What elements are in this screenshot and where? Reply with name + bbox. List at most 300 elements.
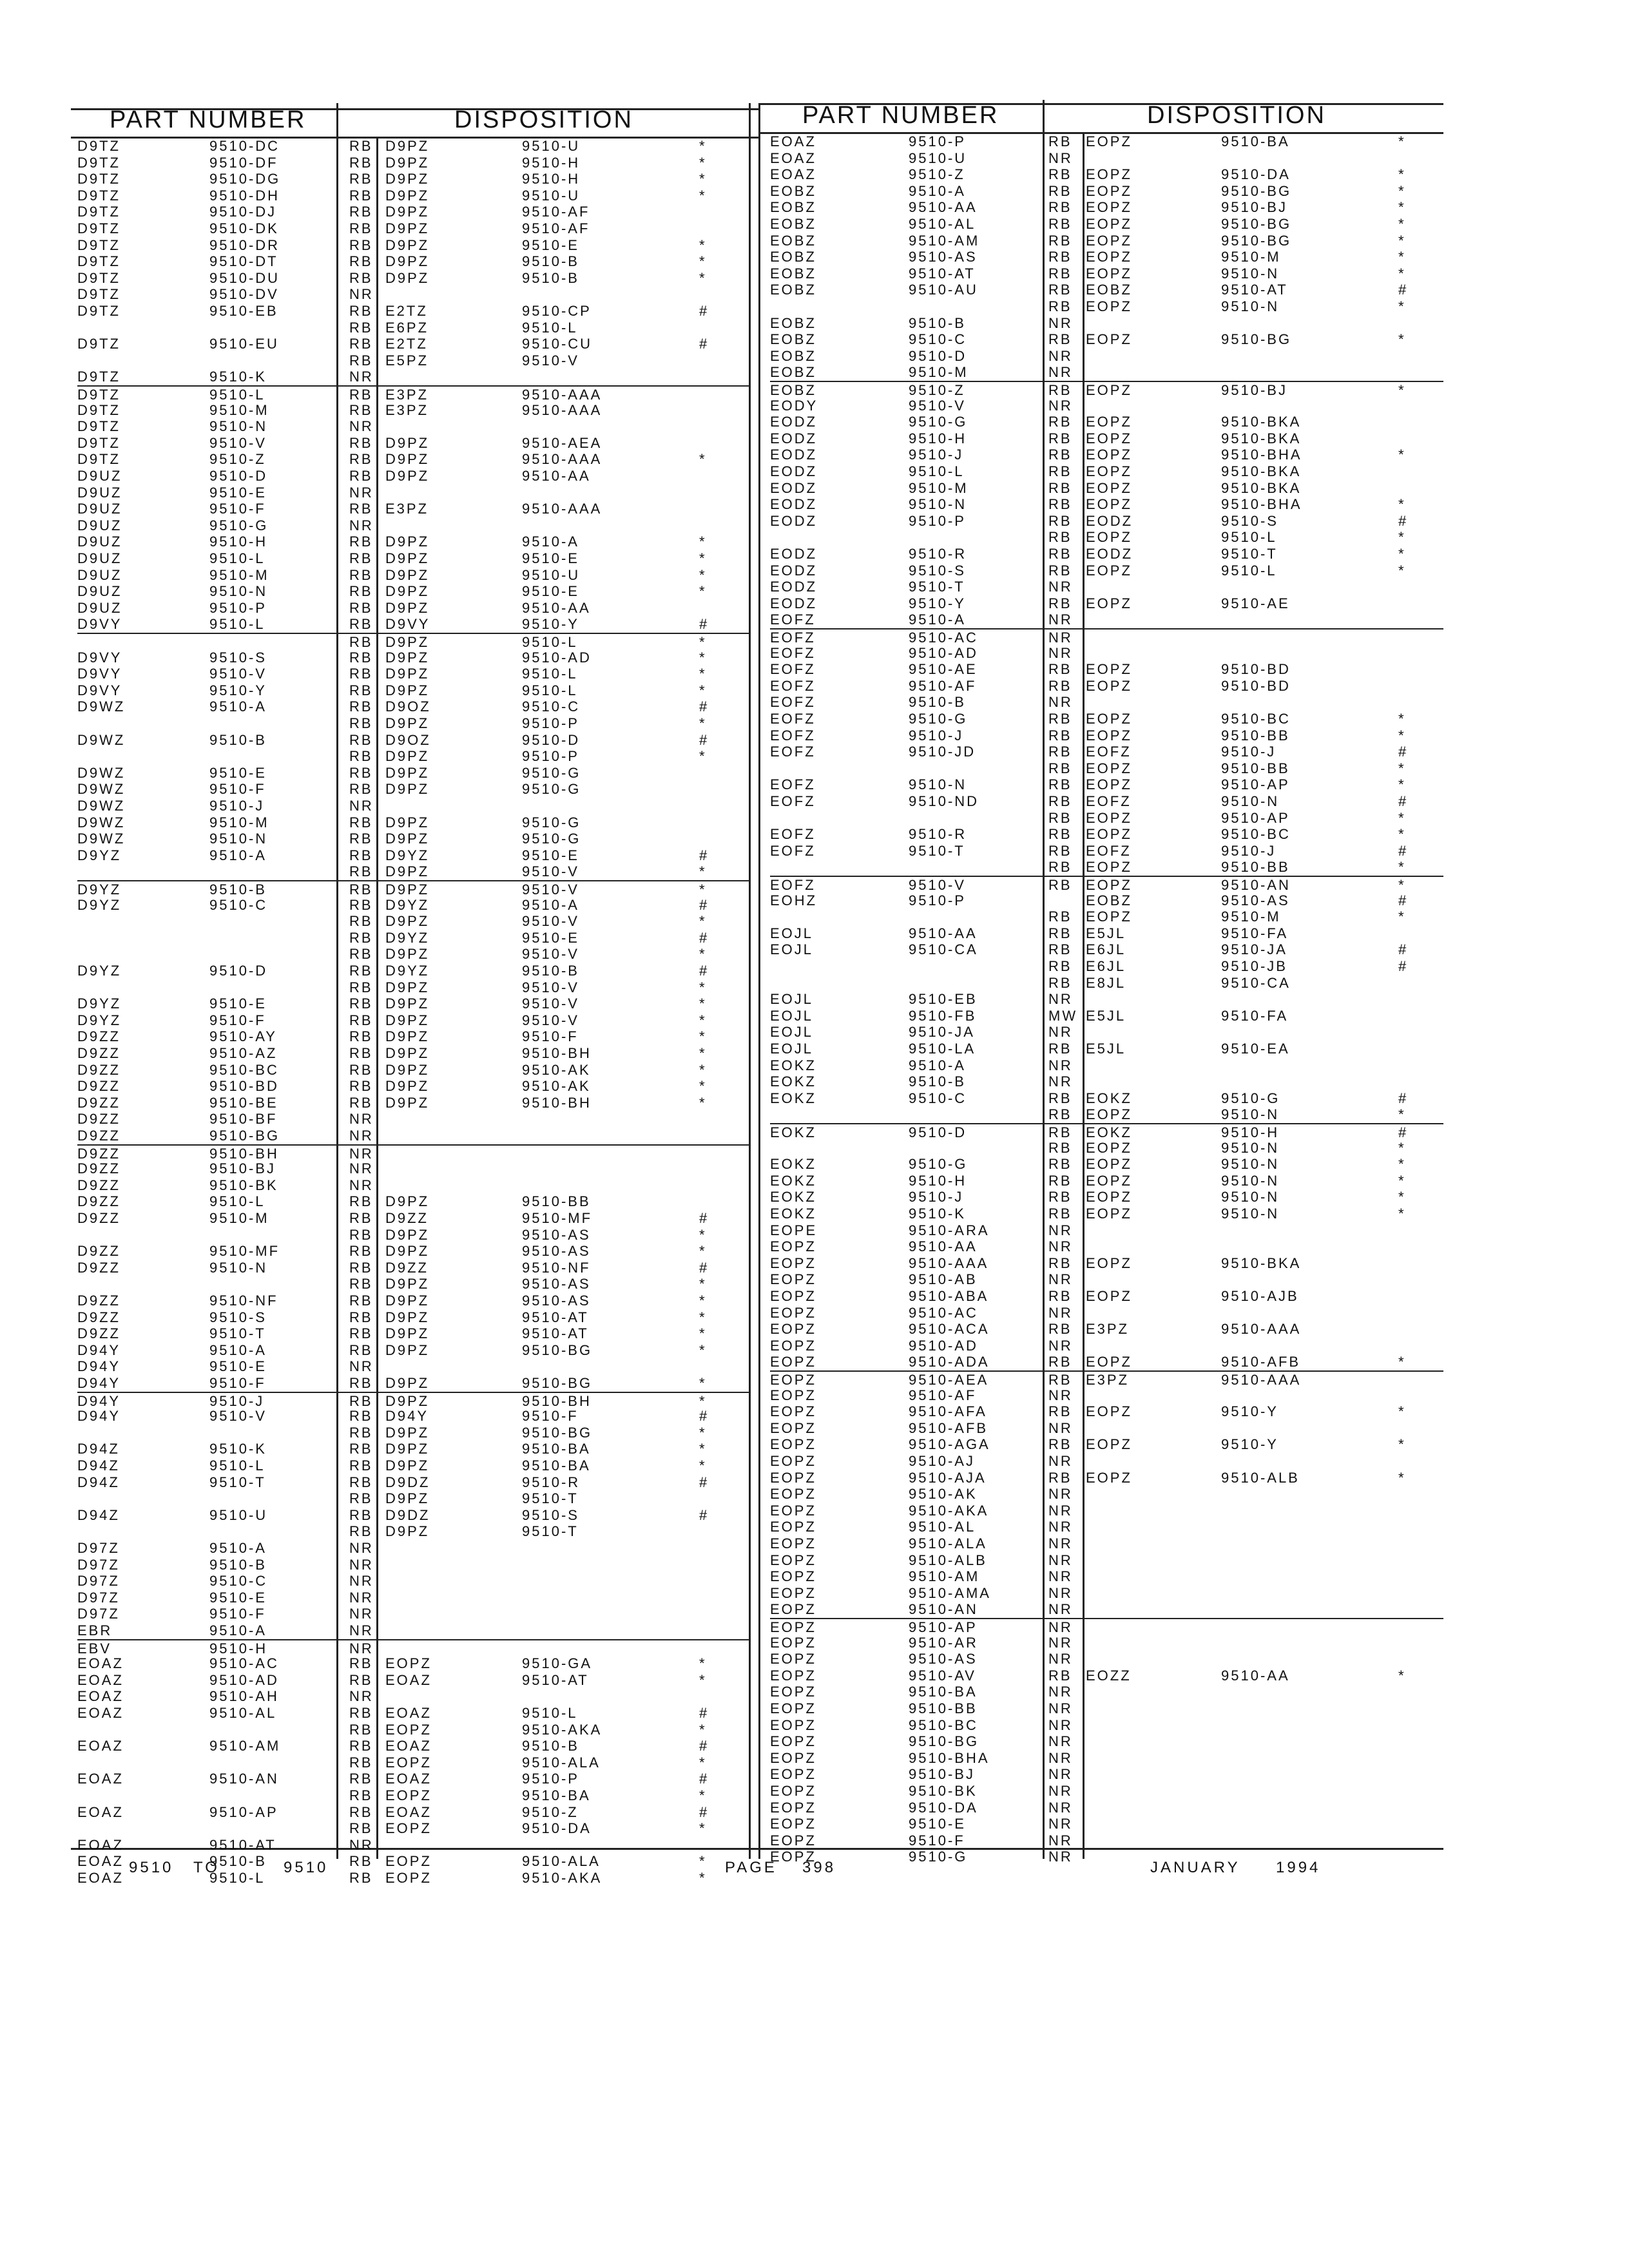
replacement-part-code: EOPZ (1086, 414, 1132, 430)
table-row (77, 1045, 749, 1062)
replacement-part-number: 9510-G (1221, 1090, 1280, 1106)
note-mark: * (699, 1441, 707, 1457)
part-number: 9510-C (209, 1573, 268, 1590)
table-row (77, 1754, 749, 1771)
part-code: D9YZ (77, 963, 122, 979)
replacement-part-code: D9PZ (385, 995, 430, 1012)
table-row (77, 1342, 749, 1359)
replacement-part-code: EOPZ (1086, 661, 1132, 678)
note-mark: # (1398, 282, 1409, 298)
disposition-code: RB (1048, 133, 1072, 149)
replacement-part-code: EOPZ (385, 1820, 432, 1837)
note-mark: * (699, 550, 707, 566)
part-number: 9510-M (909, 364, 969, 381)
replacement-part-number: 9510-H (1221, 1124, 1280, 1140)
table-row (770, 941, 1443, 958)
note-mark: * (699, 1276, 707, 1293)
part-number: 9510-R (909, 826, 967, 843)
table-row (770, 826, 1443, 843)
part-number: 9510-S (209, 649, 267, 666)
part-code: D94Z (77, 1457, 120, 1474)
table-row (770, 1486, 1443, 1503)
note-mark: * (1398, 496, 1406, 513)
part-code: EOPZ (770, 1238, 816, 1255)
part-code: D9ZZ (77, 1145, 120, 1162)
disposition-code: RB (349, 1803, 373, 1820)
disposition-code: RB (1048, 265, 1072, 282)
disposition-code: RB (349, 387, 373, 403)
disposition-code: RB (1048, 463, 1072, 479)
replacement-part-code: EOPZ (385, 1853, 432, 1870)
note-mark: # (699, 896, 709, 913)
replacement-part-code: D9PZ (385, 171, 430, 187)
table-row (770, 1073, 1443, 1090)
table-row (77, 286, 749, 303)
disposition-code: RB (349, 269, 373, 286)
replacement-part-code: D9YZ (385, 929, 430, 946)
right-disposition-header: DISPOSITION (1147, 102, 1326, 129)
table-row (770, 1288, 1443, 1305)
disposition-code: RB (1048, 331, 1072, 348)
replacement-part-number: 9510-E (522, 847, 579, 863)
replacement-part-number: 9510-BJ (1221, 199, 1287, 216)
disposition-code: RB (349, 979, 373, 995)
replacement-part-number: 9510-BC (1221, 711, 1291, 727)
table-row (770, 1189, 1443, 1206)
part-code: EOPZ (770, 1849, 816, 1865)
replacement-part-number: 9510-ALB (1221, 1469, 1300, 1486)
table-row (77, 1227, 749, 1244)
disposition-code: RB (1048, 430, 1072, 447)
table-row (770, 1552, 1443, 1569)
replacement-part-number: 9510-CA (1221, 974, 1291, 991)
replacement-part-code: E6JL (1086, 941, 1126, 958)
replacement-part-number: 9510-Y (1221, 1403, 1278, 1420)
note-mark: # (699, 1210, 709, 1226)
part-code: EODZ (770, 430, 818, 447)
replacement-part-number: 9510-NF (522, 1259, 591, 1276)
disposition-code: RB (349, 847, 373, 863)
replacement-part-code: E8JL (1086, 974, 1126, 991)
table-row (770, 1106, 1443, 1123)
part-code: EOKZ (770, 1124, 816, 1140)
part-number: 9510-M (209, 401, 269, 418)
disposition-code: NR (1048, 1816, 1073, 1832)
part-number: 9510-E (209, 1358, 267, 1375)
table-row (77, 1804, 749, 1821)
part-code: D97Z (77, 1589, 120, 1606)
replacement-part-number: 9510-JA (1221, 941, 1287, 958)
note-mark: * (1398, 859, 1406, 876)
note-mark: * (699, 1853, 707, 1870)
note-mark: # (699, 929, 709, 946)
replacement-part-number: 9510-G (522, 764, 581, 781)
note-mark: * (699, 171, 707, 187)
table-row (77, 616, 749, 633)
replacement-part-number: 9510-V (522, 946, 579, 963)
table-row (77, 715, 749, 732)
part-code: D9UZ (77, 583, 122, 600)
note-mark: * (699, 1325, 707, 1342)
part-code: EOJL (770, 1007, 814, 1024)
part-number: 9510-P (909, 133, 966, 149)
disposition-code: RB (349, 1193, 373, 1210)
part-number: 9510-BJ (909, 1766, 975, 1783)
replacement-part-number: 9510-AEA (522, 434, 602, 451)
part-number: 9510-FB (909, 1007, 977, 1024)
table-row (770, 810, 1443, 827)
table-row (770, 1271, 1443, 1288)
part-code: EOPE (770, 1222, 818, 1238)
part-code: EODY (770, 397, 818, 414)
disposition-code: RB (349, 1045, 373, 1061)
part-code: EOFZ (770, 842, 816, 859)
part-number: 9510-DR (209, 236, 280, 253)
part-number: 9510-N (209, 1259, 268, 1276)
replacement-part-code: E3PZ (385, 387, 429, 403)
table-row (77, 1606, 749, 1622)
part-number: 9510-F (209, 1012, 266, 1028)
table-row (77, 913, 749, 930)
part-code: EOBZ (770, 382, 816, 398)
replacement-part-code: EOPZ (1086, 182, 1132, 199)
disposition-code: RB (349, 1012, 373, 1028)
part-number: 9510-B (209, 731, 267, 748)
disposition-code: NR (1048, 1271, 1073, 1288)
replacement-part-number: 9510-BD (1221, 677, 1291, 694)
replacement-part-code: EOPZ (1086, 1156, 1132, 1173)
disposition-code: MW (1048, 1007, 1078, 1024)
part-number: 9510-AL (909, 1519, 976, 1535)
note-mark: * (699, 269, 707, 286)
part-code: EOPZ (770, 1254, 816, 1271)
disposition-code: NR (1048, 1073, 1073, 1090)
replacement-part-number: 9510-S (1221, 512, 1278, 529)
replacement-part-number: 9510-AF (522, 220, 590, 236)
disposition-code: RB (1048, 925, 1072, 941)
part-code: EOFZ (770, 629, 816, 646)
note-mark: # (699, 698, 709, 715)
part-code: EOPZ (770, 1502, 816, 1519)
table-row (77, 155, 749, 171)
replacement-part-code: D9DZ (385, 1474, 430, 1490)
table-row (770, 315, 1443, 332)
part-number: 9510-AD (909, 1337, 978, 1354)
note-mark: * (1398, 727, 1406, 744)
replacement-part-code: EOBZ (1086, 892, 1132, 908)
replacement-part-code: D9PZ (385, 682, 430, 698)
table-row (770, 1255, 1443, 1272)
table-row (77, 1160, 749, 1177)
disposition-code: RB (349, 138, 373, 154)
part-code: D9TZ (77, 418, 120, 435)
part-number: 9510-A (209, 1341, 267, 1358)
disposition-code: RB (1048, 727, 1072, 744)
disposition-code: RB (349, 319, 373, 336)
part-code: EOJL (770, 991, 814, 1008)
part-code: D97Z (77, 1573, 120, 1590)
table-row (77, 995, 749, 1012)
part-number: 9510-S (209, 1309, 267, 1325)
replacement-part-number: 9510-AF (522, 204, 590, 220)
replacement-part-code: D9OZ (385, 731, 431, 748)
replacement-part-number: 9510-P (522, 1771, 579, 1787)
table-row (770, 776, 1443, 793)
disposition-code: NR (1048, 1222, 1073, 1238)
table-row (770, 1436, 1443, 1453)
disposition-code: RB (1048, 859, 1072, 876)
part-code: EOFZ (770, 776, 816, 793)
table-row (770, 1156, 1443, 1173)
part-code: EOPZ (770, 1288, 816, 1304)
replacement-part-number: 9510-T (1221, 546, 1278, 562)
note-mark: # (1398, 941, 1409, 958)
table-row (770, 793, 1443, 810)
part-number: 9510-DA (909, 1799, 978, 1816)
part-number: 9510-E (209, 995, 267, 1012)
part-code: EODZ (770, 546, 818, 562)
table-row (770, 1420, 1443, 1437)
replacement-part-code: EOPZ (1086, 298, 1132, 314)
note-mark: * (1398, 182, 1406, 199)
table-row (77, 880, 749, 898)
table-row (770, 1503, 1443, 1519)
disposition-code: RB (349, 1506, 373, 1523)
replacement-part-number: 9510-DA (522, 1820, 592, 1837)
footer-date-month: JANUARY (1150, 1859, 1240, 1876)
replacement-part-code: E3PZ (385, 501, 429, 517)
replacement-part-code: D9PZ (385, 1523, 430, 1540)
table-row (77, 963, 749, 979)
note-mark: # (699, 1803, 709, 1820)
part-code: EOFZ (770, 644, 816, 661)
replacement-part-code: D9PZ (385, 434, 430, 451)
table-row (77, 979, 749, 996)
note-mark: * (699, 1341, 707, 1358)
table-row (770, 1238, 1443, 1255)
disposition-code: RB (349, 616, 373, 633)
part-code: EOAZ (77, 1738, 124, 1754)
disposition-code: RB (349, 913, 373, 930)
table-row (770, 1470, 1443, 1486)
replacement-part-number: 9510-M (1221, 249, 1281, 265)
replacement-part-code: D9PZ (385, 468, 430, 484)
disposition-code: NR (1048, 1799, 1073, 1816)
part-code: EOFZ (770, 877, 816, 893)
replacement-part-number: 9510-FA (1221, 925, 1289, 941)
disposition-code: NR (1048, 1619, 1073, 1635)
note-mark: * (1398, 1106, 1406, 1123)
part-number: 9510-AE (909, 661, 978, 678)
table-row (77, 220, 749, 237)
part-code: EOAZ (77, 1853, 124, 1870)
replacement-part-number: 9510-S (522, 1506, 579, 1523)
note-mark: * (1398, 877, 1406, 893)
disposition-code: NR (349, 1688, 374, 1705)
disposition-code: RB (349, 1490, 373, 1507)
disposition-code: NR (349, 1145, 374, 1162)
part-number: 9510-C (909, 1090, 967, 1106)
replacement-part-code: D9PZ (385, 814, 430, 831)
replacement-part-number: 9510-ALA (522, 1853, 601, 1870)
replacement-part-number: 9510-N (1221, 1139, 1280, 1156)
part-number: 9510-A (909, 182, 966, 199)
part-code: EOPZ (770, 1601, 816, 1618)
part-number: 9510-E (209, 764, 267, 781)
table-row (770, 398, 1443, 414)
replacement-part-number: 9510-U (522, 187, 581, 204)
disposition-code: RB (349, 566, 373, 583)
replacement-part-code: EOPZ (1086, 199, 1132, 216)
table-row (770, 1206, 1443, 1222)
part-code: D9ZZ (77, 1094, 120, 1111)
part-code: EOAZ (770, 149, 816, 166)
table-row (77, 1062, 749, 1079)
part-number: 9510-AJA (909, 1469, 987, 1486)
disposition-code: RB (1048, 793, 1072, 809)
disposition-code: RB (1048, 529, 1072, 546)
table-row (770, 1601, 1443, 1618)
replacement-part-code: EOFZ (1086, 744, 1132, 760)
part-number: 9510-L (909, 463, 965, 479)
part-code: D9TZ (77, 269, 120, 286)
table-row (770, 645, 1443, 662)
part-code: D9ZZ (77, 1309, 120, 1325)
table-row (770, 991, 1443, 1008)
part-number: 9510-EB (209, 303, 278, 319)
part-number: 9510-V (909, 397, 966, 414)
part-number: 9510-DG (209, 171, 281, 187)
disposition-code: RB (349, 946, 373, 963)
replacement-part-number: 9510-BJ (1221, 382, 1287, 398)
part-number: 9510-DF (209, 154, 278, 171)
table-row (77, 1325, 749, 1342)
part-code: D9WZ (77, 698, 126, 715)
table-row (77, 468, 749, 485)
replacement-part-code: E3PZ (385, 401, 429, 418)
replacement-part-code: EOPZ (1086, 216, 1132, 232)
table-row (77, 682, 749, 699)
note-mark: # (699, 1705, 709, 1721)
part-code: EOFZ (770, 793, 816, 809)
part-code: EOFZ (770, 826, 816, 843)
table-row (770, 1733, 1443, 1750)
part-number: 9510-S (909, 562, 966, 579)
part-code: D9YZ (77, 847, 122, 863)
part-number: 9510-P (909, 892, 966, 908)
note-mark: # (699, 731, 709, 748)
disposition-code: RB (349, 781, 373, 798)
replacement-part-code: EOPZ (1086, 1172, 1132, 1189)
note-mark: * (699, 1078, 707, 1095)
part-code: EOAZ (77, 1836, 124, 1853)
table-row (77, 698, 749, 715)
part-code: EOBZ (770, 364, 816, 381)
replacement-part-code: EOFZ (1086, 842, 1132, 859)
part-number: 9510-P (909, 512, 966, 529)
table-row (77, 418, 749, 435)
table-row (770, 760, 1443, 777)
disposition-code: NR (1048, 1832, 1073, 1849)
part-code: EOPZ (770, 1667, 816, 1684)
part-code: EOJL (770, 925, 814, 941)
table-row (770, 1800, 1443, 1816)
note-mark: * (699, 1671, 707, 1688)
part-number: 9510-BC (909, 1716, 978, 1733)
part-code: D9WZ (77, 831, 126, 847)
note-mark: # (699, 616, 709, 633)
part-number: 9510-B (209, 1556, 267, 1573)
part-code: D9WZ (77, 764, 126, 781)
replacement-part-code: EOPZ (1086, 1139, 1132, 1156)
note-mark: * (699, 1028, 707, 1045)
table-row (77, 1144, 749, 1162)
table-row (77, 1392, 749, 1410)
note-mark: * (1398, 232, 1406, 249)
replacement-part-number: 9510-BB (1221, 859, 1290, 876)
replacement-part-code: D9PZ (385, 566, 430, 583)
replacement-part-number: 9510-V (522, 1012, 579, 1028)
disposition-code: RB (1048, 1156, 1072, 1173)
replacement-part-code: D9PZ (385, 913, 430, 930)
part-code: EOJL (770, 1041, 814, 1057)
replacement-part-number: 9510-L (1221, 529, 1277, 546)
part-number: 9510-DU (209, 269, 280, 286)
table-row (77, 138, 749, 155)
disposition-code: RB (349, 748, 373, 765)
replacement-part-number: 9510-EA (1221, 1041, 1290, 1057)
part-code: D9ZZ (77, 1177, 120, 1193)
replacement-part-code: EOPZ (1086, 859, 1132, 876)
disposition-code: NR (349, 1358, 374, 1375)
replacement-part-number: 9510-G (522, 781, 581, 798)
table-row (77, 303, 749, 320)
table-row (77, 1820, 749, 1837)
disposition-code: RB (349, 1028, 373, 1045)
replacement-part-code: EOPZ (1086, 595, 1132, 611)
part-number: 9510-BK (209, 1177, 278, 1193)
part-number: 9510-G (909, 1849, 968, 1865)
disposition-code: RB (1048, 496, 1072, 513)
part-code: EOPZ (770, 1568, 816, 1585)
disposition-code: RB (1048, 282, 1072, 298)
replacement-part-number: 9510-BG (1221, 331, 1292, 348)
part-number: 9510-BA (909, 1684, 978, 1700)
disposition-code: NR (1048, 1749, 1073, 1766)
part-number: 9510-P (209, 599, 267, 616)
replacement-part-code: D9PZ (385, 649, 430, 666)
table-row (77, 1507, 749, 1524)
disposition-code: NR (1048, 1057, 1073, 1073)
part-code: EOPZ (770, 1552, 816, 1568)
replacement-part-number: 9510-Y (522, 616, 579, 633)
part-number: 9510-B (909, 1073, 966, 1090)
part-number: 9510-J (909, 1189, 964, 1206)
disposition-code: RB (1048, 595, 1072, 611)
table-row (770, 1849, 1443, 1865)
part-number: 9510-L (209, 616, 265, 633)
note-mark: # (699, 1474, 709, 1490)
note-mark: # (699, 963, 709, 979)
part-number: 9510-BH (209, 1145, 279, 1162)
replacement-part-code: D9PZ (385, 138, 430, 154)
part-number: 9510-AH (209, 1688, 279, 1705)
note-mark: * (1398, 1189, 1406, 1206)
replacement-part-number: 9510-B (522, 963, 579, 979)
replacement-part-code: EOPZ (1086, 1354, 1132, 1370)
disposition-code: NR (1048, 611, 1073, 628)
part-number: 9510-H (209, 533, 268, 550)
